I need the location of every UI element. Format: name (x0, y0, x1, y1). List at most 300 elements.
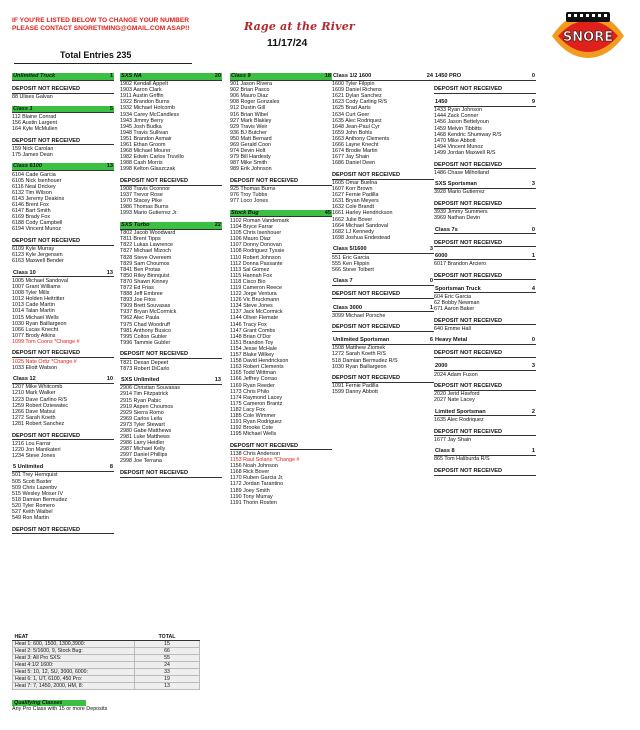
entry-item: 1210 Mark Walker (12, 390, 56, 397)
entry-item: 555 Ken Flippin (332, 260, 370, 267)
entry-item: 62 Bobby Newman (434, 299, 480, 306)
entry-item: 6194 Vincent Munoz (12, 226, 62, 233)
entry-item: 6147 Bart Smith (12, 208, 51, 215)
qualifying-text: Any Pro Class with 15 or more Deposits (12, 706, 108, 713)
heat-row (13, 676, 200, 683)
entry-item: 1635 Alec Rodriquez (434, 416, 484, 423)
notice-line-2: PLEASE CONTACT SNORETIMING@GMAIL.COM ASAP!! (12, 25, 190, 32)
entry-item: 1104 Bryce Farrar (230, 224, 274, 231)
entry-item: 1627 Fernie Padilla (332, 192, 379, 199)
entry-item: 1951 Brandon Axmair (120, 135, 172, 142)
entry-item: 929 Travis Weir (230, 123, 268, 130)
entry-item: 1138 Chris Anderson (230, 450, 280, 457)
class-header (12, 464, 114, 472)
deposit-not-received-block (434, 201, 536, 221)
entry-item: T829 Sam Choumos (120, 260, 170, 267)
entry-item: 1698 Joshua Endestead (332, 234, 391, 241)
entry-item: 1607 Korr Brown (332, 186, 373, 193)
entry-item: 1259 Robert Dziewatec (12, 402, 69, 409)
class-header (434, 286, 536, 294)
class-column (12, 73, 114, 540)
entry-item: 1961 Ethan Groom (120, 142, 166, 149)
entry-item: 1623 Cody Carling R/S (332, 99, 388, 106)
class-header (12, 163, 114, 171)
entry-item: 1682 LJ Kennedy (332, 228, 374, 235)
entry-item: 1272 Sarah Koeth R/S (332, 351, 386, 358)
entry-item: 1091 Fernie Padilla (332, 383, 379, 390)
class-header (434, 181, 536, 189)
total-divider (14, 63, 192, 64)
class-header (332, 305, 434, 313)
class-header (120, 377, 222, 385)
class-block (332, 305, 434, 319)
entry-item: 1151 Brandon Toy (230, 339, 274, 346)
deposit-not-received-header: DEPOSIT NOT RECEIVED (12, 238, 114, 246)
entry-item: 520 Tyler Romero (12, 502, 55, 509)
entry-item: 2020 Jerid Havford (434, 391, 480, 398)
entry-item: 1982 Edwin Carlos Truvillo (120, 154, 184, 161)
entry-item: 2973 Tyler Stewart (120, 421, 165, 428)
deposit-not-received-block (434, 468, 536, 476)
entry-item: 927 Mark Blakley (230, 117, 272, 124)
entry-item: 1968 Michael Mourer (120, 148, 171, 155)
class-name: Class 7s (435, 226, 458, 233)
heat-total: 15 (135, 641, 200, 648)
entry-item: 1599 Danny Abbott (332, 389, 378, 396)
heat-row (13, 648, 200, 655)
class-count: 5 (109, 105, 113, 112)
entry-item: 976 Troy Tubbs (230, 192, 268, 199)
deposit-not-received-block (12, 350, 114, 370)
entry-item: T995 Colton Gubler (120, 333, 168, 340)
class-header (434, 409, 536, 417)
entry-item: 1677 Jay Shain (332, 154, 370, 161)
entry-item: 1147 Grant Combs (230, 327, 276, 334)
entry-item: 6188 Cody Campbell (12, 220, 63, 227)
class-block (120, 73, 222, 173)
class-block (12, 163, 114, 232)
heat-name: Heat 2: 5/1600, 9, Stock Bug: (13, 648, 135, 655)
entry-item: 979 Bill Hardesty (230, 154, 271, 161)
entry-item: 1664 Michael Sandoval (332, 222, 389, 229)
class-name: 1450 (435, 99, 448, 106)
entry-item: 1433 Ryan Johnson (434, 107, 482, 114)
entry-item: 515 Wesley Moser IV (12, 490, 64, 497)
class-header (12, 270, 114, 278)
class-block (434, 448, 536, 462)
deposit-not-received-block (12, 433, 114, 459)
entry-item: 6017 Brandon Arciero (434, 260, 487, 267)
entry-item: 1153 Raul Solano *Change # (230, 457, 300, 464)
deposit-not-received-header: DEPOSIT NOT RECEIVED (434, 201, 536, 209)
entry-item: 1191 Ryan Rodriguez (230, 419, 282, 426)
class-name: Limited Sportsman (435, 408, 486, 415)
deposit-not-received-block (12, 527, 114, 535)
class-block (332, 278, 434, 286)
entry-item: 1625 Brad Aarts (332, 105, 371, 112)
entry-item: 2024 Adam Fuson (434, 371, 478, 378)
deposit-not-received-block (434, 162, 536, 176)
entry-item: 6143 Jeremy Deakins (12, 195, 65, 202)
entry-item: 1216 Lou Farrar (12, 440, 51, 447)
class-header (434, 253, 536, 261)
class-name: Class 6100 (13, 163, 42, 170)
entry-item: 6105 Nick Isenhouer (12, 177, 62, 184)
heat-row (13, 641, 200, 648)
class-count: 24 (426, 73, 433, 79)
entry-item: 1134 Steve Jones (230, 303, 273, 310)
entry-item: 156 Austin Largent (12, 119, 57, 126)
entry-item: 1107 Donny Donovan (230, 242, 282, 249)
entry-item: T850 Riley Binnquist (120, 272, 170, 279)
entry-item: 6123 Kyle Jergensen (12, 252, 63, 259)
entry-item: 1025 Nate Ortiz *Change # (12, 358, 77, 365)
class-name: Class 3000 (333, 304, 362, 311)
class-name: Class 10 (13, 269, 36, 276)
class-count: 3 (429, 246, 433, 253)
class-count: 20 (214, 73, 221, 79)
entry-item: 1165 Todd Wittman (230, 370, 276, 377)
entry-item: 1189 Joey Smith (230, 487, 270, 494)
entry-item: 1173 Chris Philo (230, 388, 270, 395)
heat-total: 33 (135, 669, 200, 676)
class-header (230, 73, 332, 81)
entry-item: 1281 Robert Sanchez (12, 420, 65, 427)
entry-item: 912 Dustin Gill (230, 105, 266, 112)
entry-item: 1157 Blake Wilkey (230, 352, 274, 359)
class-name: Heavy Metal (435, 337, 468, 344)
entry-item: 1456 Jason Bettelyoun (434, 119, 489, 126)
class-count: 0 (531, 73, 535, 79)
entry-item: T821 Dexan Depeet (120, 359, 169, 366)
class-count: 18 (324, 73, 331, 79)
class-block (12, 106, 114, 132)
class-count: 1 (109, 73, 113, 79)
heat-row (13, 655, 200, 662)
heat-row (13, 683, 200, 690)
entry-item: 2981 Luke Matthews (120, 434, 170, 441)
entry-item: 902 Brian Pasco (230, 87, 270, 94)
deposit-not-received-header: DEPOSIT NOT RECEIVED (434, 429, 536, 437)
class-count: 9 (531, 99, 535, 106)
entry-item: T811 Brent Tipps (120, 236, 161, 243)
deposit-not-received-header: DEPOSIT NOT RECEIVED (434, 273, 536, 281)
entry-item: 977 Loco Jones (230, 198, 269, 205)
class-block (434, 181, 536, 195)
entry-item: 906 Mauro Diaz (230, 93, 269, 100)
heat-row (13, 662, 200, 669)
entry-item: 1659 John Bohls (332, 129, 373, 136)
notice-line-1: IF YOU'RE LISTED BELOW TO CHANGE YOUR NUMBER (12, 17, 190, 24)
entry-item: 1118 Cisco Bio (230, 278, 266, 285)
class-name: 5 Unlimited (13, 464, 44, 471)
entry-item: 974 Devin Holt (230, 148, 266, 155)
entry-item: 1106 Mauro Diaz (230, 236, 271, 243)
entry-item: 1908 Travis Oconnor (120, 186, 171, 193)
entry-item: 865 Tom Haliburda R/S (434, 456, 490, 463)
class-block (434, 286, 536, 312)
entry-item: 1444 Zack Conner (434, 113, 479, 120)
entry-item: 1163 Robert Clements (230, 364, 284, 371)
entry-item: 1234 Steve Jones (12, 452, 56, 459)
entry-item: T872 Ed Frias (120, 285, 154, 291)
entry-item: 2929 Sierra Romo (120, 409, 164, 416)
class-column (230, 73, 332, 511)
class-name: Class 7 (333, 278, 353, 285)
event-title: Rage at the River (244, 20, 355, 33)
entry-item: 1174 Raymond Lacey (230, 394, 283, 401)
class-name: Stock Bug (231, 209, 259, 216)
deposit-not-received-header: DEPOSIT NOT RECEIVED (332, 324, 434, 332)
entry-item: 112 Blaine Conrad (12, 113, 57, 120)
entry-item: 6132 Tim Wilson (12, 189, 52, 196)
deposit-not-received-block (12, 86, 114, 100)
class-header (434, 337, 536, 345)
entry-item: 1486 Chase Milholland (434, 169, 489, 176)
entry-item: 1998 Kelton Glaszczak (120, 166, 176, 173)
entry-item: 1220 Jon Manikateri (12, 446, 61, 453)
deposit-not-received-block (120, 351, 222, 371)
entry-item: T841 Ben Protas (120, 266, 161, 273)
class-count: 0 (531, 226, 535, 233)
deposit-not-received-block (434, 429, 536, 443)
class-block (434, 73, 536, 81)
entry-item: 1066 Lucas Knecht (12, 326, 59, 333)
class-column (120, 73, 222, 483)
entry-item: 1499 Jordan Maxwell R/S (434, 149, 496, 156)
entry-item: 2969 Carlos Leila (120, 415, 162, 422)
entry-item: 1677 Jay Shain (434, 436, 472, 443)
class-count: 1 (531, 448, 535, 455)
entry-item: 175 James Dean (12, 151, 53, 158)
class-block (434, 409, 536, 423)
entry-item: 1012 Holden Heitritter (12, 296, 65, 303)
entry-item: 1674 Brodie Martin (332, 148, 378, 155)
qualifying-title: Qualifying Classes (12, 700, 86, 706)
deposit-not-received-header: DEPOSIT NOT RECEIVED (120, 178, 222, 186)
deposit-not-received-header: DEPOSIT NOT RECEIVED (434, 468, 536, 476)
entry-item: 1508 Matthew Ziomek (332, 345, 386, 352)
deposit-not-received-block (434, 383, 536, 403)
class-block (434, 253, 536, 267)
deposit-not-received-block (434, 273, 536, 281)
entry-item: 2997 Daniel Phillips (120, 452, 168, 459)
entry-item: 1077 Brody Atkins (12, 332, 56, 339)
class-name: 2000 (435, 363, 448, 370)
class-header (12, 73, 114, 81)
class-block (230, 210, 332, 437)
entry-item: 1192 Brooke Cote (230, 425, 274, 432)
entry-item: 1144 Oliver Flemate (230, 315, 279, 322)
deposit-not-received-header: DEPOSIT NOT RECEIVED (12, 527, 114, 535)
class-count: 22 (214, 222, 221, 229)
entry-item: T975 Chad Woodruff (120, 321, 170, 328)
entry-item: 1185 Cole Wimmer (230, 412, 276, 419)
entry-item: 1007 Grant Williams (12, 284, 61, 291)
entry-item: 1634 Curt Geer (332, 111, 370, 118)
entry-item: 3969 Nathan Devin (434, 215, 481, 222)
entry-item: 1175 Cameron Brantz (230, 400, 283, 407)
entry-item: T822 Lukas Lawrence (120, 242, 174, 249)
heat-name: Heat 4:1/2 1600: (13, 662, 135, 669)
deposit-not-received-header: DEPOSIT NOT RECEIVED (434, 162, 536, 170)
entry-item: 1272 Sarah Koeth (12, 414, 56, 421)
class-block (120, 222, 222, 346)
entry-item: 989 Erik Johnson (230, 166, 272, 173)
entry-item: 1922 Brandon Burns (120, 99, 170, 106)
class-name: SXS Sportsman (435, 181, 477, 188)
entry-item: 1986 Thomas Burns (120, 204, 169, 211)
class-name: Class 5/1600 (333, 246, 367, 253)
class-count: 13 (106, 269, 113, 276)
entry-item: 987 Mike Smith (230, 160, 268, 167)
deposit-not-received-header: DEPOSIT NOT RECEIVED (12, 433, 114, 441)
entry-item: T909 Brett Souvasas (120, 303, 171, 310)
entry-item: 6163 Maxwell Bender (12, 258, 64, 265)
class-name: Class 12 (13, 376, 36, 383)
class-block (332, 246, 434, 272)
class-count: 4 (531, 285, 535, 292)
class-column (332, 73, 434, 401)
snore-logo (548, 6, 628, 64)
class-count: 3 (531, 181, 535, 188)
entry-item: 1635 Alec Rodriquez (332, 117, 382, 124)
deposit-not-received-block (12, 238, 114, 264)
entry-item: 1948 Travis Sullivan (120, 129, 169, 136)
entry-item: 1156 Noah Johnson (230, 463, 278, 470)
class-header (12, 376, 114, 384)
entry-item: 1970 Stacey Pike (120, 198, 162, 205)
class-count: 13 (214, 377, 221, 384)
entry-item: 518 Damian Bermudez R/S (332, 357, 398, 364)
heat-name: Heat 5: 10, 12, SU, 3000, 6000: (13, 669, 135, 676)
entry-item: 1030 Ryan Baillargeon (332, 363, 387, 370)
deposit-not-received-header: DEPOSIT NOT RECEIVED (332, 291, 434, 299)
entry-item: 1191 Thorin Rosten (230, 499, 277, 506)
class-header (230, 210, 332, 218)
entry-item: 1154 Jesse McHale (230, 345, 277, 352)
entry-item: 2906 Christian Souvasas (120, 385, 180, 392)
entry-item: 1119 Cameron Reece (230, 285, 282, 291)
entry-item: 1115 Hannah Fox (230, 272, 273, 279)
entry-item: 2987 Michael Kelly (120, 446, 166, 453)
deposit-not-received-block (434, 240, 536, 248)
class-name: Class 1 (13, 105, 33, 112)
class-name: 1450 PRO (435, 73, 462, 79)
entry-item: 1170 Ruben Garcia Jr. (230, 475, 284, 482)
entry-item: 2986 Larry Heidler (120, 440, 165, 447)
heat-total: 66 (135, 648, 200, 655)
entry-item: 1934 Carey McCandless (120, 111, 180, 118)
class-count: 13 (106, 163, 113, 170)
entry-item: 164 Kyle McMullen (12, 126, 58, 133)
class-header (120, 222, 222, 230)
entry-item: 1662 Julie Bover (332, 216, 373, 223)
entry-item: 1903 Aaron Clark (120, 87, 162, 94)
class-block (332, 337, 434, 369)
entry-item: 159 Nick Carolan (12, 145, 54, 152)
entry-item: 1146 Tracy Fox (230, 321, 267, 328)
entry-item: 551 Eric Garcia (332, 254, 370, 261)
entry-item: 3928 Mario Gutierrez (434, 189, 485, 196)
entry-item: 566 Steve Tolbert (332, 266, 374, 273)
entry-item: 1207 Mike Whitcomb (12, 384, 63, 391)
deposit-not-received-header: DEPOSIT NOT RECEIVED (230, 443, 332, 451)
entry-item: T981 Anthony Busico (120, 327, 171, 334)
entry-item: 1993 Mario Gutierrez Jr. (120, 210, 178, 217)
deposit-not-received-header: DEPOSIT NOT RECEIVED (12, 350, 114, 358)
entry-item: T870 Shawn Kinney (120, 278, 169, 285)
entry-item: 1661 Harley Hendrickson (332, 210, 393, 217)
heat-header: HEAT (13, 634, 135, 641)
class-block (332, 73, 434, 166)
entry-item: 1494 Vincent Munoz (434, 143, 484, 150)
class-block (12, 73, 114, 81)
class-name: Unlimited Sportsman (333, 337, 390, 344)
deposit-not-received-block (332, 291, 434, 299)
entry-item: 1166 Jeffrey Corrao (230, 376, 278, 383)
class-block (120, 377, 222, 464)
entry-item: T802 Jacob Woodward (120, 230, 176, 237)
entry-item: 1600 Tyler Filppin (332, 81, 375, 88)
entry-item: 1113 Sal Gomez (230, 266, 270, 273)
entry-item: 671 Aaron Baker (434, 305, 475, 312)
entry-item: 3099 Michael Porsche (332, 312, 386, 319)
deposit-not-received-block (332, 375, 434, 395)
entry-item: 1468 Kendric Shumway R/S (434, 131, 502, 138)
entry-item: T828 Steve Overeem (120, 254, 172, 261)
entry-item: T996 Tammie Gubler (120, 339, 171, 346)
entry-item: 1030 Ryan Baillargeon (12, 320, 67, 327)
total-header: TOTAL (135, 634, 200, 641)
class-count: 8 (109, 464, 113, 471)
deposit-not-received-header: DEPOSIT NOT RECEIVED (12, 138, 114, 146)
entry-item: 950 Matt Bernard (230, 135, 272, 142)
entry-item: 1102 Roman Vandemark (230, 217, 290, 224)
entry-item: 1108 Rodriguez Tyssie (230, 248, 285, 255)
class-block (12, 376, 114, 427)
entry-item: 901 Jason Rivera (230, 81, 272, 88)
class-count: 1 (429, 304, 433, 311)
entry-item: T827 Michael Mizoch (120, 248, 171, 255)
entry-item: 6116 Neal Drickey (12, 183, 56, 190)
entry-item: 501 Trey Hernquist (12, 472, 58, 479)
class-count: 45 (324, 209, 331, 216)
class-block (12, 464, 114, 521)
entry-item: 1110 Robert Johnson (230, 254, 281, 261)
deposit-not-received-block (332, 324, 434, 332)
entry-item: 1937 Trevor Rose (120, 192, 163, 199)
class-block (434, 337, 536, 345)
class-count: 0 (429, 278, 433, 285)
class-name: Class 1/2 1600 (333, 73, 372, 79)
entry-item: 1648 Jean-Paul Cyr (332, 123, 380, 130)
entry-item: 505 Scott Baxter (12, 478, 52, 485)
logo-text: SNORE (562, 30, 614, 45)
heat-total: 13 (135, 683, 200, 690)
entry-item: T962 Alec Paula (120, 315, 160, 322)
deposit-not-received-header: DEPOSIT NOT RECEIVED (230, 178, 332, 186)
class-name: SXS Unlimited (121, 377, 160, 384)
entry-item: 88 Ulises Galvan (12, 94, 53, 101)
entry-item: 916 Brian Wibel (230, 111, 269, 118)
entry-item: 1943 Jimmy Berry (120, 117, 164, 124)
entry-item: 908 Roger Gonzales (230, 99, 280, 106)
entry-item: 1470 Mike Abbott (434, 137, 476, 144)
entry-item: 1621 Dylan Sanchez (332, 93, 382, 100)
deposit-not-received-header: DEPOSIT NOT RECEIVED (12, 86, 114, 94)
heat-name: Heat 7: 7, 1450, 2000, HM, 8: (13, 683, 135, 690)
